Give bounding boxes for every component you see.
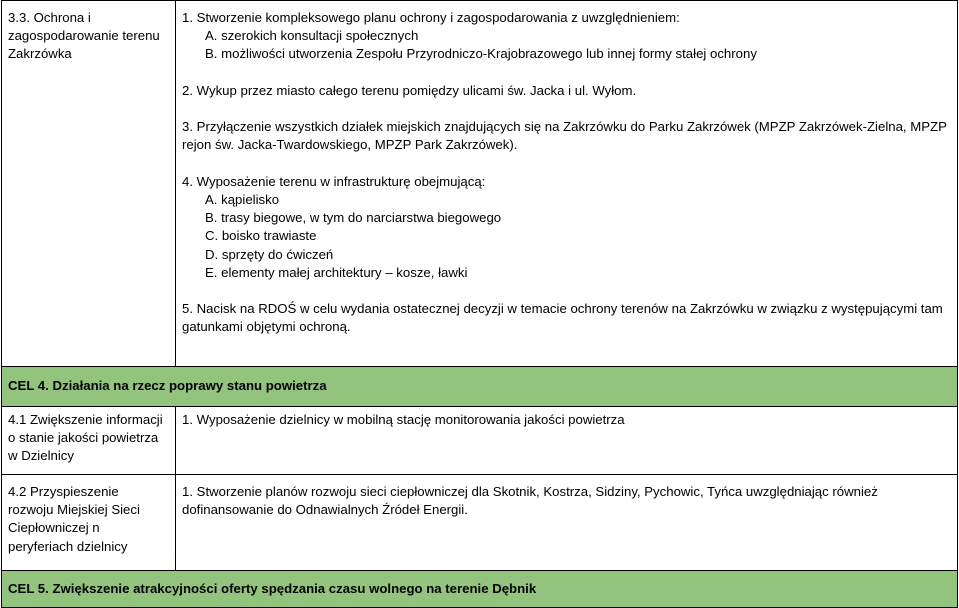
item-text-line: dofinansowanie do Odnawialnych Źródeł Energii. (182, 502, 468, 518)
goal-heading-cel5: CEL 5. Zwiększenie atrakcyjności oferty spędzania czasu wolnego na terenie Dębnik (2, 571, 958, 608)
label-line: 3.3. Ochrona i (8, 10, 91, 25)
section-label-3-3 (2, 1, 176, 367)
item-3-line: 3. Przyłączenie wszystkich działek miejskich znajdujących się na Zakrzówku do Parku Zakrzówek (MPZP Zakrzówek-Zielna, MPZP (182, 119, 947, 135)
label-line: o stanie jakości powietrza (8, 430, 159, 446)
item-3-line: rejon św. Jacka-Twardowskiego, MPZP Park Zakrzówek). (182, 137, 518, 153)
item-text: 1. Wyposażenie dzielnicy w mobilną stację monitorowania jakości powietrza (182, 412, 625, 427)
label-line: 4.2 Przyspieszenie (8, 484, 119, 499)
label-line: 4.1 Zwiększenie informacji (8, 412, 163, 427)
section-content-3-3 (176, 1, 958, 367)
section-label-4-1 (2, 407, 176, 475)
item-1-title: 1. Stworzenie kompleksowego planu ochrony i zagospodarowania z uwzględnieniem: (182, 10, 680, 25)
section-content-4-1 (176, 407, 958, 475)
row-4-1 (2, 407, 958, 475)
row-4-2 (2, 475, 958, 571)
label-line: w Dzielnicy (8, 448, 74, 464)
item-4-sub-c: C. boisko trawiaste (205, 228, 317, 244)
label-line: rozwoju Miejskiej Sieci (8, 502, 140, 518)
item-4-sub-b: B. trasy biegowe, w tym do narciarstwa biegowego (205, 210, 502, 226)
plan-table (1, 0, 958, 608)
goal-row-cel5 (2, 571, 958, 608)
item-4-sub-e: E. elementy małej architektury – kosze, ławki (205, 264, 468, 280)
section-content-4-2 (176, 475, 958, 571)
item-5-line: 5. Nacisk na RDOŚ w celu wydania ostatecznej decyzji w temacie ochrony terenów na Zakrzówku w związku z występującymi tam (182, 301, 943, 317)
item-5-line: gatunkami objętymi ochroną. (182, 319, 351, 335)
item-1-sub-b: B. możliwości utworzenia Zespołu Przyrodniczo-Krajobrazowego lub innej formy stałej ochrony (205, 46, 757, 62)
item-1-sub-a: A. szerokich konsultacji społecznych (205, 28, 419, 44)
label-line: zagospodarowanie terenu (8, 28, 160, 44)
label-line: peryferiach dzielnicy (8, 538, 128, 554)
item-4-title: 4. Wyposażenie terenu w infrastrukturę obejmującą: (182, 173, 486, 189)
item-4-sub-d: D. sprzęty do ćwiczeń (205, 246, 334, 262)
label-line: Ciepłowniczej n (8, 520, 100, 536)
item-2: 2. Wykup przez miasto całego terenu pomiędzy ulicami św. Jacka i ul. Wyłom. (182, 82, 637, 98)
goal-row-cel4 (2, 367, 958, 407)
row-3-3 (2, 1, 958, 367)
section-label-4-2 (2, 475, 176, 571)
goal-heading-cel4: CEL 4. Działania na rzecz poprawy stanu powietrza (2, 367, 958, 407)
item-text-line: 1. Stworzenie planów rozwoju sieci ciepłowniczej dla Skotnik, Kostrza, Sidziny, Pychowic, Tyńca uwzględniając również (182, 484, 878, 499)
label-line: Zakrzówka (8, 46, 72, 62)
item-4-sub-a: A. kąpielisko (205, 191, 280, 207)
